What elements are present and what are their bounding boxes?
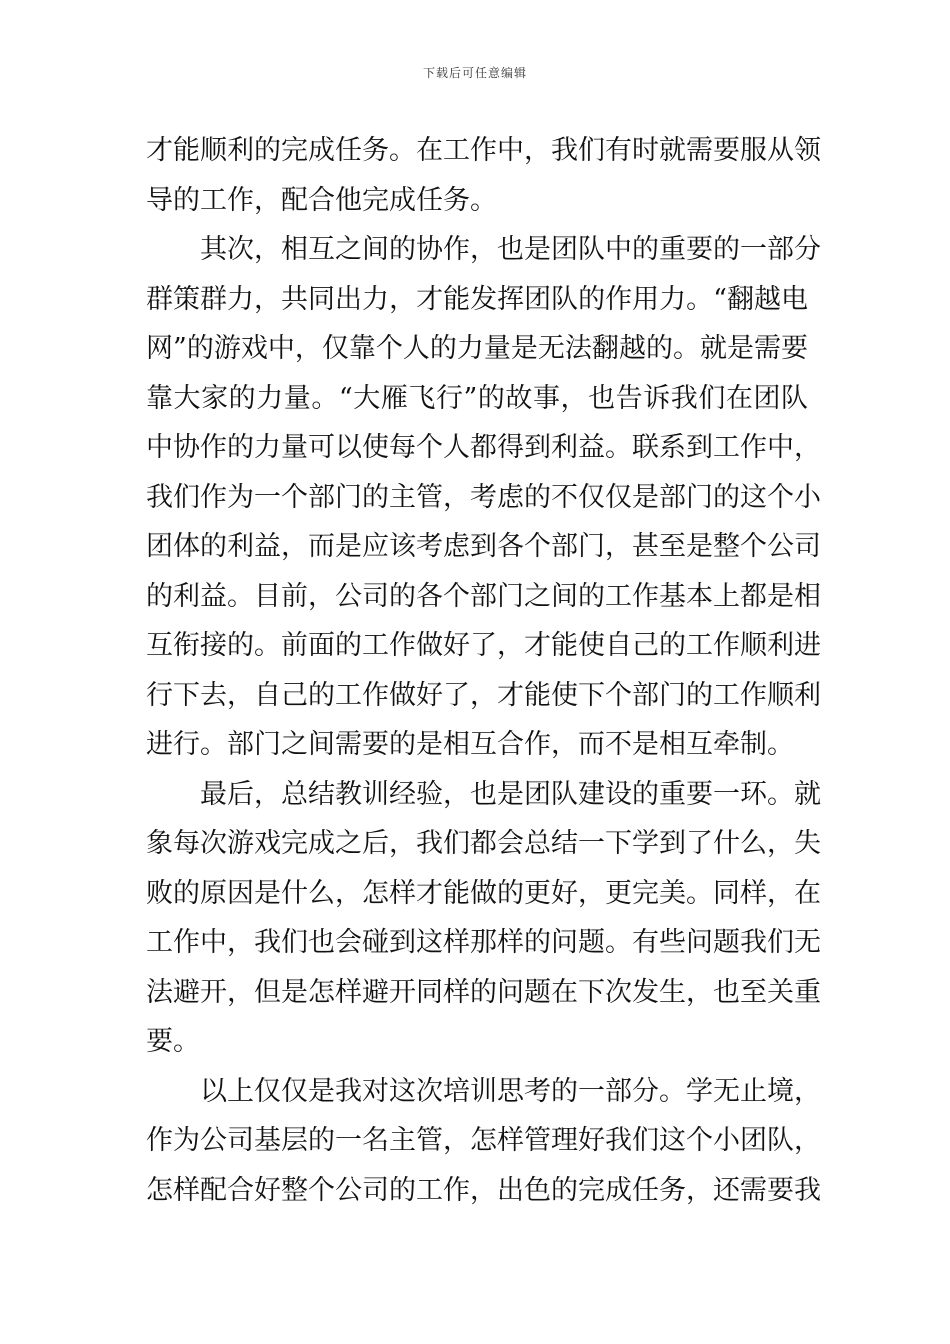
text-line: 中协作的力量可以使每个人都得到利益。联系到工作中， (146, 432, 821, 463)
body-text (146, 126, 821, 1215)
text-line: 我们作为一个部门的主管，考虑的不仅仅是部门的这个小 (146, 481, 821, 513)
text-line: 要。 (146, 1026, 200, 1057)
text-line: 法避开，但是怎样避开同样的问题在下次发生，也至关重 (146, 976, 821, 1008)
text-line: 进行。部门之间需要的是相互合作，而不是相互牵制。 (146, 729, 794, 760)
text-line: 的利益。目前，公司的各个部门之间的工作基本上都是相 (146, 580, 821, 612)
text-line: 群策群力，共同出力，才能发挥团队的作用力。“翻越电 (146, 283, 808, 315)
paragraph-first-line: 其次，相互之间的协作，也是团队中的重要的一部分 (200, 234, 821, 265)
text-line: 工作中，我们也会碰到这样那样的问题。有些问题我们无 (146, 927, 821, 958)
page-header: 下载后可任意编辑 (422, 66, 527, 80)
text-line: 互衔接的。前面的工作做好了，才能使自己的工作顺利进 (146, 630, 821, 661)
text-line: 败的原因是什么，怎样才能做的更好，更完美。同样，在 (146, 877, 821, 909)
text-line: 才能顺利的完成任务。在工作中，我们有时就需要服从领 (146, 135, 821, 166)
text-line: 作为公司基层的一名主管，怎样管理好我们这个小团队， (146, 1125, 821, 1156)
paragraph-first-line: 以上仅仅是我对这次培训思考的一部分。学无止境， (200, 1075, 821, 1107)
text-line: 行下去，自己的工作做好了，才能使下个部门的工作顺利 (146, 679, 821, 711)
text-line: 象每次游戏完成之后，我们都会总结一下学到了什么，失 (146, 828, 821, 859)
paragraph-first-line: 最后，总结教训经验，也是团队建设的重要一环。就 (200, 778, 821, 810)
text-line: 网”的游戏中，仅靠个人的力量是无法翻越的。就是需要 (146, 333, 808, 364)
text-line: 团体的利益，而是应该考虑到各个部门，甚至是整个公司 (146, 531, 821, 562)
text-line: 怎样配合好整个公司的工作，出色的完成任务，还需要我 (146, 1174, 821, 1206)
text-line: 导的工作，配合他完成任务。 (146, 184, 497, 216)
text-line: 靠大家的力量。“大雁飞行”的故事，也告诉我们在团队 (146, 382, 808, 414)
